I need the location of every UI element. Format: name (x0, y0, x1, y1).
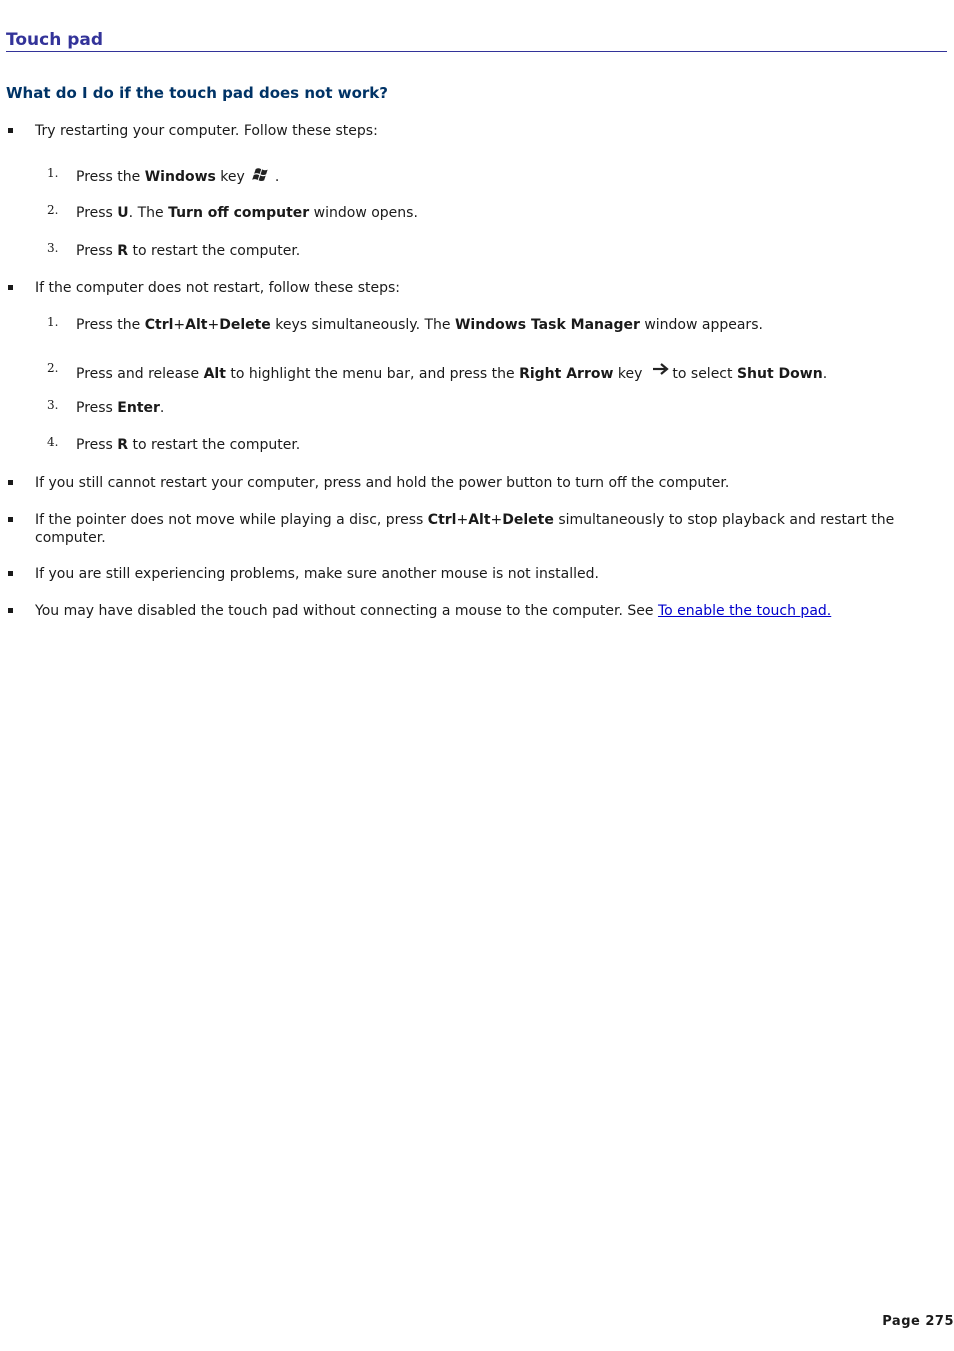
step-number: 1. (47, 166, 59, 180)
step-text: Press and release Alt to highlight the menu bar, and press the Right Arrow key to select Shut Down. (76, 362, 827, 383)
enable-touch-pad-link[interactable]: To enable the touch pad. (657, 603, 832, 619)
step-number: 2. (47, 361, 59, 375)
step-number: 1. (47, 315, 59, 329)
bullet-text: If you are still experiencing problems, make sure another mouse is not installed. (35, 566, 599, 582)
bullet-text: If the computer does not restart, follow these steps: (35, 280, 401, 296)
bullet-text: If the pointer does not move while playing a disc, press Ctrl+Alt+Delete simultaneously to stop playback and restart the computer. (35, 512, 895, 546)
windows-logo-icon (251, 167, 271, 183)
bullet-text: If you still cannot restart your computer, press and hold the power button to turn off the computer. (35, 475, 730, 491)
step-number: 3. (47, 398, 59, 412)
bullet-marker (8, 128, 13, 133)
bullet-marker (8, 517, 13, 522)
section-heading: What do I do if the touch pad does not work? (6, 84, 388, 102)
step-text: Press Enter. (76, 400, 165, 416)
step-number: 3. (47, 241, 59, 255)
bullet-marker (8, 480, 13, 485)
step-number: 4. (47, 435, 59, 449)
page-number: Page 275 (882, 1314, 954, 1329)
bullet-text: Try restarting your computer. Follow these steps: (35, 123, 378, 139)
step-number: 2. (47, 203, 59, 217)
step-text: Press R to restart the computer. (76, 437, 301, 453)
step-text: Press U. The Turn off computer window opens. (76, 205, 418, 221)
step-text: Press the Windows key . (76, 169, 280, 185)
bullet-marker (8, 285, 13, 290)
step-text: Press R to restart the computer. (76, 243, 301, 259)
right-arrow-icon (652, 362, 670, 376)
bullet-text: You may have disabled the touch pad without connecting a mouse to the computer. See To enable the touch pad. (35, 603, 832, 619)
bullet-marker (8, 571, 13, 576)
page-title: Touch pad (6, 30, 947, 52)
step-text: Press the Ctrl+Alt+Delete keys simultaneously. The Windows Task Manager window appears. (76, 317, 763, 333)
bullet-marker (8, 608, 13, 613)
